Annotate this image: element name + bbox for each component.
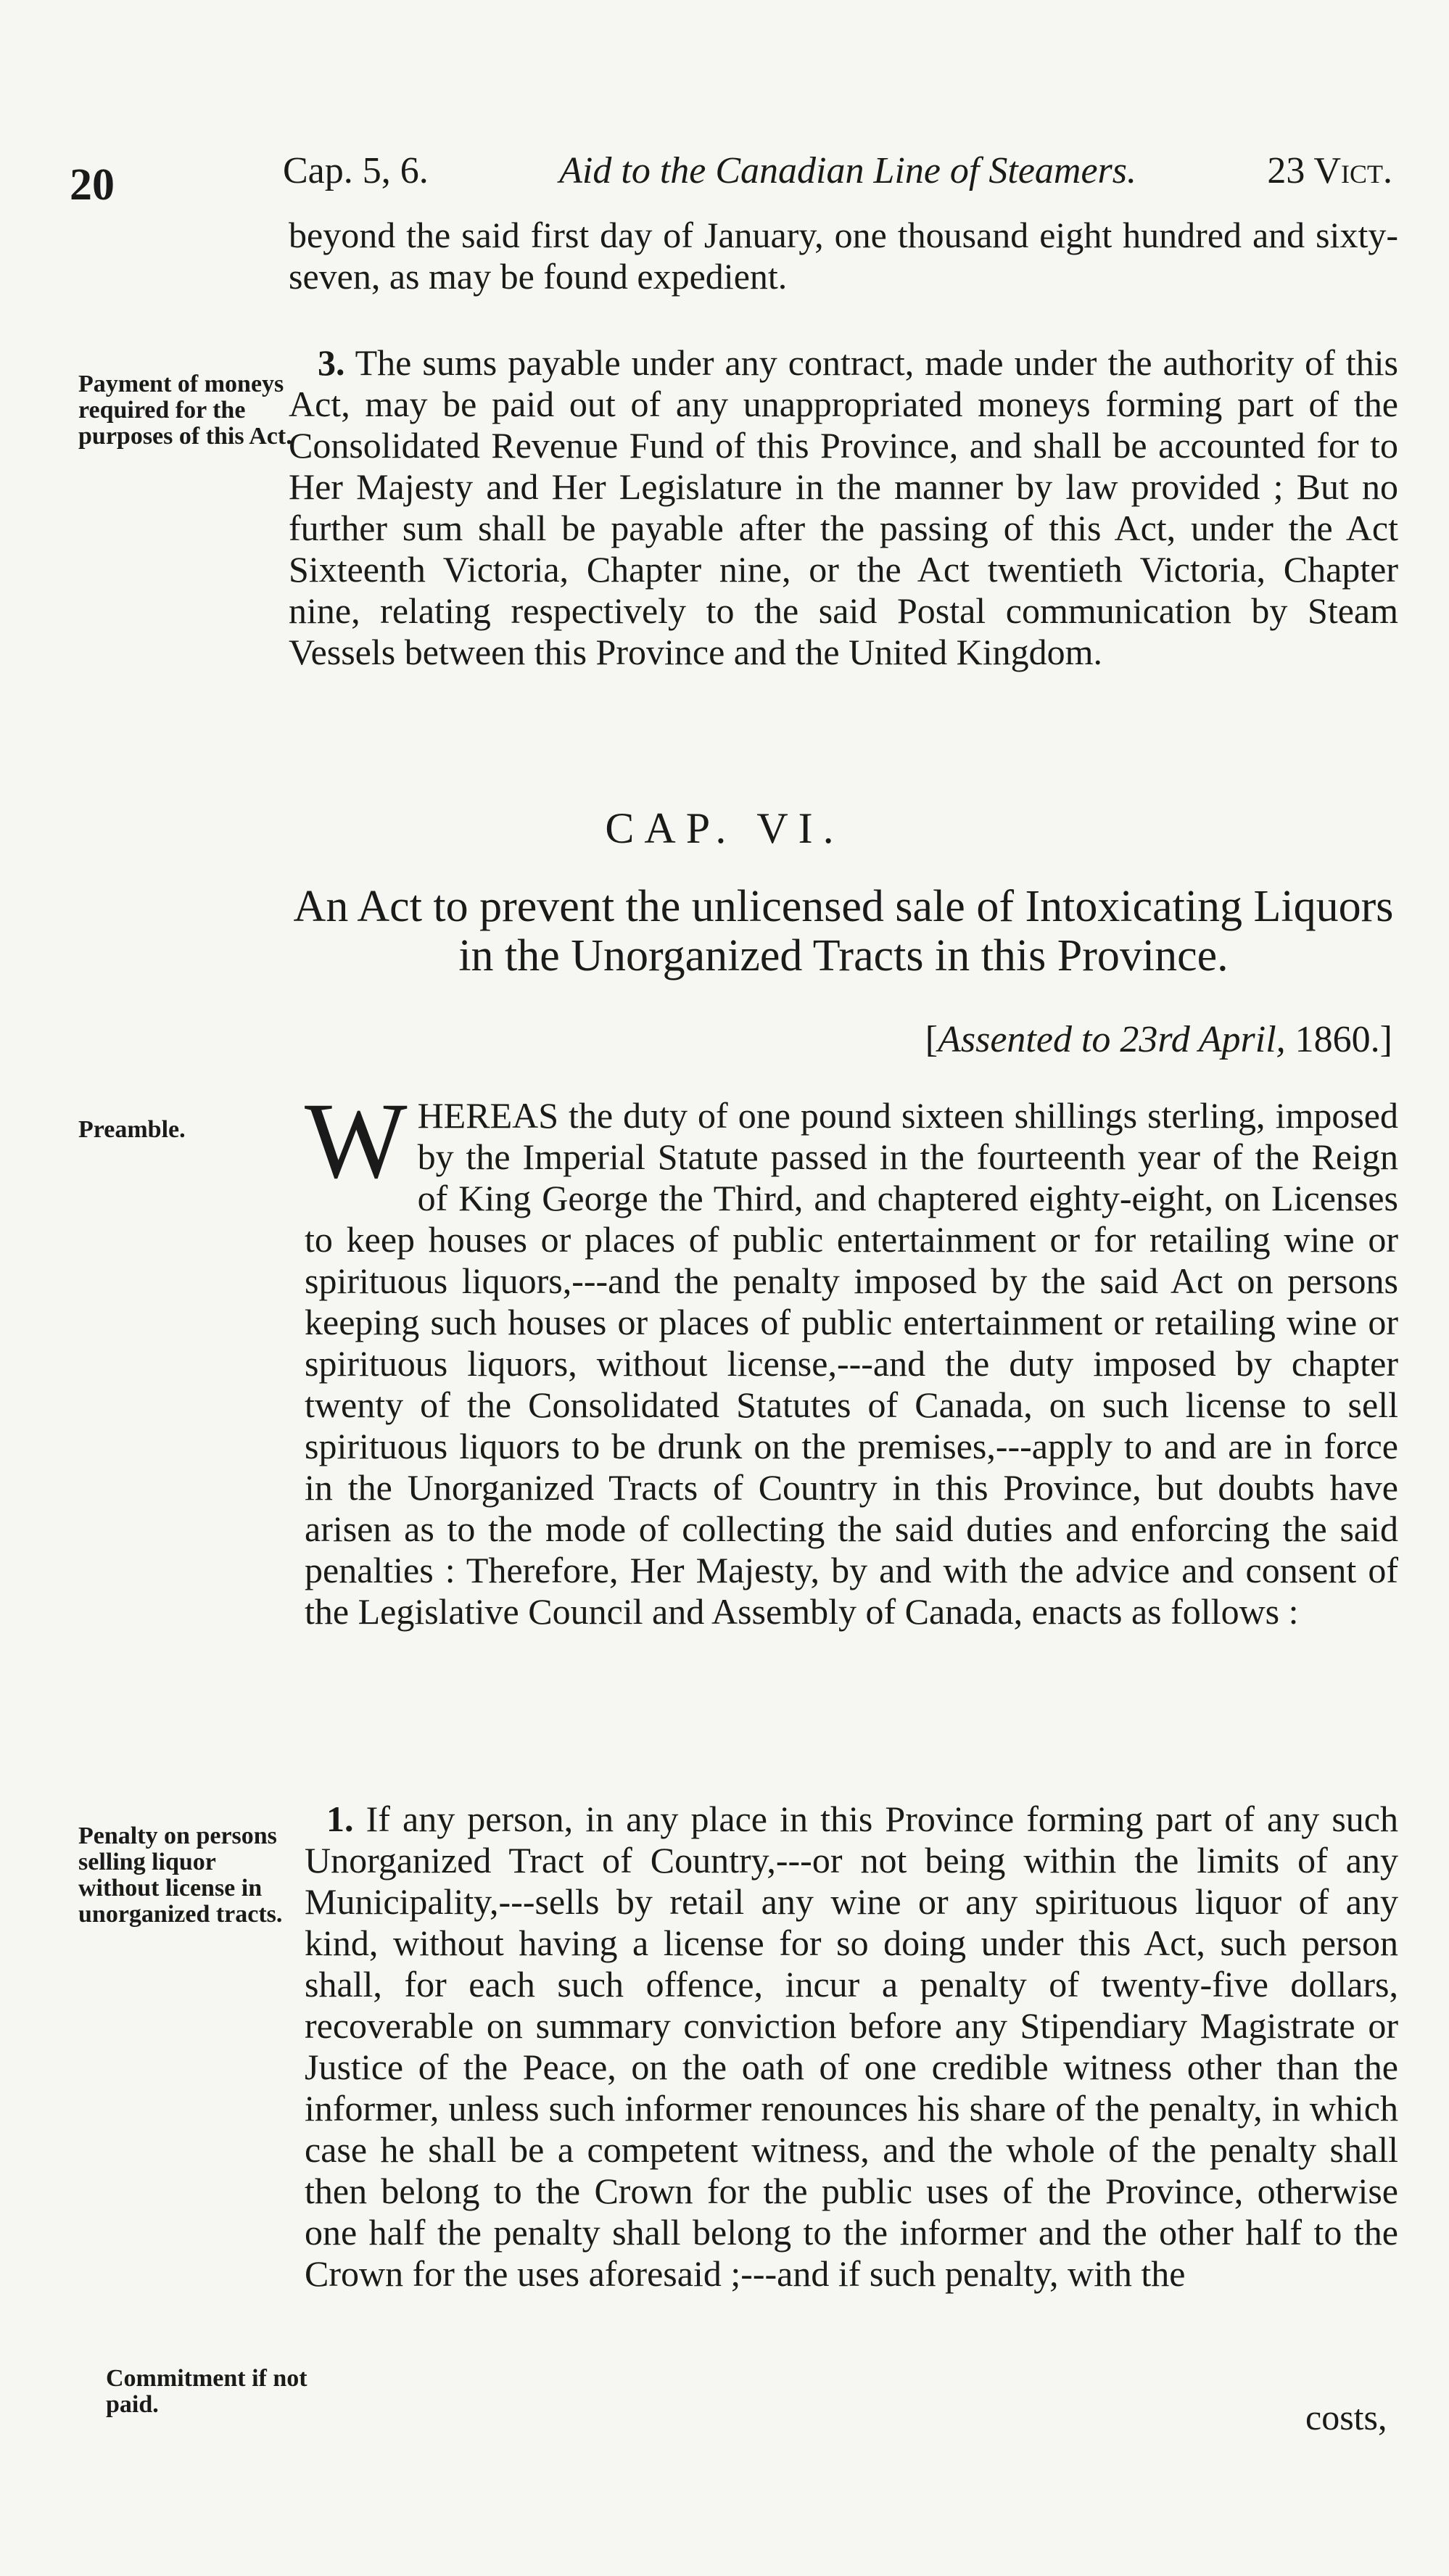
catchword: costs, <box>1305 2397 1387 2437</box>
section-3-text: The sums payable under any contract, made under the authority of this Act, may be paid out of any unappropriated moneys forming part of the Consolidated Revenue Fund of this Province, and shall be accounted for to Her Majesty and Her Legislature in the manner by law provided ; But no further sum shall be payable after the passing of this Act, under the Act Sixteenth Victoria, Chapter nine, or the Act twentieth Victoria, Chapter nine, relating respectively to the said Postal communication by Steam Vessels between this Province and the United Kingdom. <box>289 342 1398 672</box>
section-continuation: beyond the said first day of January, one thousand eight hundred and sixty-seven, as may be found expedient. <box>289 215 1398 297</box>
page-number: 20 <box>70 160 115 210</box>
preamble <box>305 1081 1398 1632</box>
drop-cap: W <box>305 1081 408 1201</box>
margin-note-commitment: Commitment if not paid. <box>106 2365 307 2418</box>
preamble-text: HEREAS the duty of one pound sixteen shillings sterling, imposed by the Imperial Statute passed in the fourteenth year of the Reign of King George the Third, and chaptered eighty-eight, on Licenses to keep houses or places of public entertainment or for retailing wine or spirituous liquors,---and the penalty imposed by the said Act on persons keeping such houses or places of public entertainment or retailing wine or spirituous liquors, without license,---and the duty imposed by chapter twenty of the Consolidated Statutes of Canada, on such license to sell spirituous liquors to be drunk on the premises,---apply to and are in force in the Unorganized Tracts of Country in this Province, but doubts have arisen as to the mode of collecting the said duties and enforcing the said penalties : Therefore, Her Majesty, by and with the advice and consent of the Legislative Council and Assembly of Canada, enacts as follows : <box>305 1095 1398 1632</box>
regnal-year: 23 Vict. <box>1267 150 1392 191</box>
assent-bracket: [ <box>925 1019 938 1060</box>
assent-year: 1860.] <box>1295 1019 1392 1060</box>
chapter-reference: Cap. 5, 6. <box>283 150 429 191</box>
section-3-number: 3. <box>318 342 345 383</box>
chapter-heading: CAP. VI. <box>605 804 844 852</box>
margin-note-payment: Payment of moneys required for the purposes of this Act. <box>78 371 292 450</box>
section-1-number: 1. <box>326 1799 354 1839</box>
margin-note-penalty: Penalty on persons selling liquor without license in unorganized tracts. <box>78 1822 283 1928</box>
running-title: Aid to the Canadian Line of Steamers. <box>559 150 1136 191</box>
margin-note-preamble: Preamble. <box>78 1116 186 1143</box>
act-title: An Act to prevent the unlicensed sale of Intoxicating Liquors in the Unorganized Tracts in this Province. <box>293 882 1394 981</box>
section-1-text: If any person, in any place in this Province forming part of any such Unorganized Tract of Country,---or not being within the limits of any Municipality,---sells by retail any wine or any spirituous liquor of any kind, without having a license for so doing under this Act, such person shall, for each such offence, incur a penalty of twenty-five dollars, recoverable on summary conviction before any Stipendiary Magistrate or Justice of the Peace, on the oath of one credible witness other than the informer, unless such informer renounces his share of the penalty, in which case he shall be a competent witness, and the whole of the penalty shall then belong to the Crown for the public uses of the Province, otherwise one half the penalty shall belong to the informer and the other half to the Crown for the uses aforesaid ;---and if such penalty, with the <box>305 1799 1398 2294</box>
running-head <box>283 149 1392 192</box>
assent-line <box>725 1018 1392 1061</box>
assent-text: Assented to 23rd April, <box>938 1019 1286 1060</box>
section-1 <box>305 1799 1398 2295</box>
section-3 <box>289 342 1398 673</box>
running-header <box>0 138 1449 210</box>
